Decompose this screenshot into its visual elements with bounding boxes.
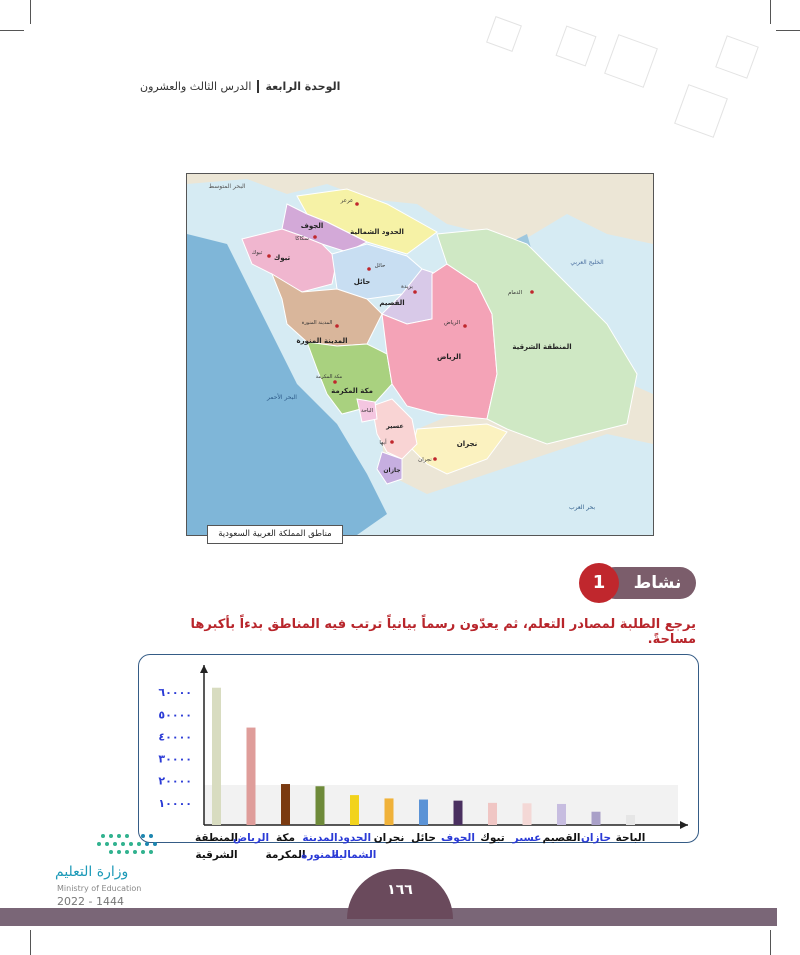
saudi-regions-map xyxy=(186,173,654,536)
map-city-makkah: مكة المكرمة xyxy=(315,374,343,380)
map-label-jouf: الجوف xyxy=(300,222,324,230)
chart-ground xyxy=(204,785,678,825)
map-label-eastern: المنطقة الشرقية xyxy=(512,343,572,351)
decoration xyxy=(604,34,658,88)
map-city-riyadh: الرياض xyxy=(443,320,461,326)
y-axis-arrow xyxy=(200,665,208,673)
edition-year: 2022 - 1444 xyxy=(57,895,124,908)
activity-number: 1 xyxy=(579,563,619,603)
bar xyxy=(523,803,532,825)
x-tick-label: تبوك xyxy=(480,832,505,844)
y-tick-label: ٣٠٠٠٠ xyxy=(158,752,192,766)
bar xyxy=(419,800,428,825)
map-label-madinah: المدينة المنورة xyxy=(296,337,348,345)
x-tick-label: جازان xyxy=(580,832,612,844)
crop-mark xyxy=(770,0,771,24)
x-tick-label: مكة xyxy=(276,832,295,844)
running-header xyxy=(140,80,340,93)
unit-title: الوحدة الرابعة xyxy=(265,80,341,93)
x-tick-label: المنورة xyxy=(301,849,339,861)
map-label-gulf: الخليج العربي xyxy=(570,259,604,266)
bar xyxy=(316,786,325,825)
map-city-buraydah: بريدة xyxy=(401,284,413,290)
map-city-sakaka: سكاكا xyxy=(295,236,309,242)
y-tick-label: ٤٠٠٠٠ xyxy=(158,730,192,744)
x-tick-label: الرياض xyxy=(232,832,270,844)
activity-instruction: يرجع الطلبة لمصادر التعلم، ثم يعدّون رسماً بيانياً ترتب فيه المناطق بدءاً بأكبرها مساحةً. xyxy=(190,617,696,647)
y-tick-label: ٦٠٠٠٠ xyxy=(158,686,192,700)
activity-badge xyxy=(577,563,696,603)
map-city-arar: عرعر xyxy=(340,198,354,204)
x-tick-label: الجوف xyxy=(441,832,475,844)
page-number: ١٦٦ xyxy=(347,869,453,919)
x-axis-arrow xyxy=(680,821,688,829)
x-tick-label: المنطقة xyxy=(194,832,239,844)
bar xyxy=(488,803,497,825)
x-tick-label: المدينة xyxy=(302,832,338,844)
map-city-tabuk: تبوك xyxy=(251,250,263,256)
x-tick-label: القصيم xyxy=(542,832,581,844)
bar xyxy=(626,815,635,825)
map-label-riyadh: الرياض xyxy=(436,353,462,361)
x-tick-label: الشمالية xyxy=(332,849,377,861)
map-label-arab-sea: بحر العرب xyxy=(568,504,596,511)
bar xyxy=(212,688,221,825)
map-city-najran: نجران xyxy=(418,457,432,463)
map-label-red-sea: البحر الأحمر xyxy=(267,394,297,401)
map-label-makkah: مكة المكرمة xyxy=(331,387,373,395)
map-label-hail: حائل xyxy=(353,278,371,286)
decoration xyxy=(715,35,759,79)
map-city-hail: حائل xyxy=(374,263,386,269)
crop-mark xyxy=(30,0,31,24)
map-city-madinah: المدينة المنورة xyxy=(301,320,333,326)
activity-label: نشاط xyxy=(599,567,696,599)
header-divider xyxy=(257,80,259,93)
bar xyxy=(385,798,394,825)
map-label-asir: عسير xyxy=(386,422,404,430)
bar xyxy=(454,801,463,825)
decoration xyxy=(674,84,728,138)
x-tick-label: المكرمة xyxy=(265,849,306,861)
map-label-qassim: القصيم xyxy=(379,299,405,307)
x-tick-label: الباحة xyxy=(615,832,646,844)
map-city-dammam: الدمام xyxy=(507,290,523,296)
bar xyxy=(557,804,566,825)
crop-mark xyxy=(776,30,800,31)
map-label-med-sea: البحر المتوسط xyxy=(208,183,246,190)
map-city-abha: أبها xyxy=(379,440,387,446)
map-label-baha: الباحة xyxy=(361,408,373,414)
x-tick-label: الحدود xyxy=(337,832,372,844)
x-tick-label: نجران xyxy=(373,832,405,844)
crop-mark xyxy=(0,30,24,31)
y-tick-label: ٢٠٠٠٠ xyxy=(158,774,192,788)
x-tick-label: حائل xyxy=(411,832,436,844)
map-caption: مناطق المملكة العربية السعودية xyxy=(207,525,343,544)
crop-mark xyxy=(770,930,771,955)
map-label-najran: نجران xyxy=(456,440,478,448)
ministry-name-ar: وزارة التعليم xyxy=(55,864,129,880)
bar xyxy=(350,795,359,825)
map-label-northern-borders: الحدود الشمالية xyxy=(350,228,404,236)
x-tick-label: الشرقية xyxy=(195,849,238,861)
decoration xyxy=(486,16,522,52)
y-tick-label: ٥٠٠٠٠ xyxy=(158,708,192,722)
bar xyxy=(247,728,256,825)
area-bar-chart xyxy=(140,655,697,870)
ministry-logo xyxy=(55,828,165,908)
dots-icon xyxy=(55,828,165,864)
ministry-name-en: Ministry of Education xyxy=(57,884,142,893)
y-tick-label: ١٠٠٠٠ xyxy=(158,796,192,810)
bar xyxy=(592,812,601,825)
bar xyxy=(281,784,290,825)
crop-mark xyxy=(30,930,31,955)
map-label-jazan: جازان xyxy=(383,467,401,474)
lesson-title: الدرس الثالث والعشرون xyxy=(140,80,252,93)
decoration xyxy=(555,25,596,66)
map-label-tabuk: تبوك xyxy=(273,254,291,262)
x-tick-label: عسير xyxy=(512,832,542,844)
